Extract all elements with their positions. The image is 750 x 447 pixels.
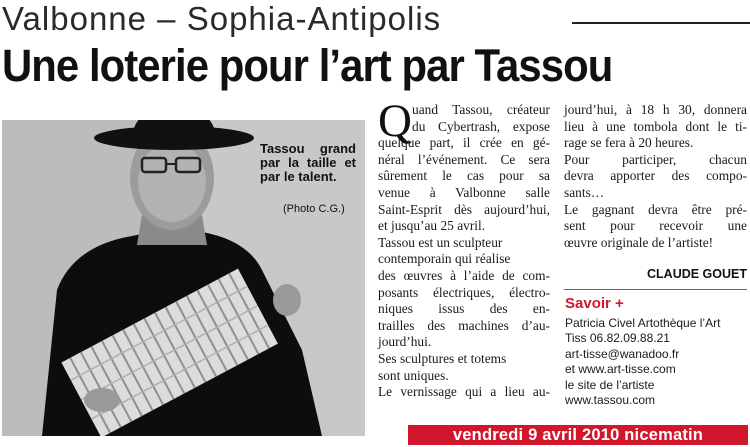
- article-line: posants électriques, électro-: [378, 284, 550, 300]
- article-line: devra apporter des compo-: [564, 168, 747, 184]
- article-line: Le vernissage qui a lieu au-: [378, 384, 550, 400]
- author-signature: CLAUDE GOUET: [647, 267, 747, 281]
- article-line: venue à Valbonne salle: [378, 184, 550, 200]
- article-line: niques issus des en-: [378, 301, 550, 317]
- savoir-plus-info: [565, 316, 748, 408]
- article-line: lieu à une tombola dont le ti-: [564, 118, 747, 134]
- article-line: rage se fera à 20 heures.: [564, 135, 694, 151]
- article-line: contemporain qui réalise: [378, 251, 511, 267]
- article-line: Ses sculptures et totems: [378, 350, 507, 366]
- photo-credit: (Photo C.G.): [283, 203, 345, 215]
- date-footer-banner: vendredi 9 avril 2010 nicematin: [408, 425, 748, 445]
- article-column-1: [378, 95, 550, 401]
- article-line: sent pour recevoir une: [564, 218, 747, 234]
- article-line: Pour participer, chacun: [564, 151, 747, 167]
- photo-caption: Tassou grand par la taille et par le talent.: [260, 141, 356, 184]
- info-line: le site de l’artiste: [565, 377, 655, 392]
- info-line: Tiss 06.82.09.88.21: [565, 331, 670, 346]
- article-line: Saint-Esprit dès aujourd’hui,: [378, 201, 550, 217]
- article-line: quelque part, il crée en gé-: [378, 135, 550, 151]
- article-line: Tassou est un sculpteur: [378, 234, 503, 250]
- savoir-plus-title: Savoir +: [565, 295, 624, 312]
- article-line: jourd’hui.: [378, 334, 432, 350]
- article-line: sûrement le cas pour sa: [378, 168, 550, 184]
- article-line: des œuvres à l’aide de com-: [378, 267, 550, 283]
- article-line: sont uniques.: [378, 367, 449, 383]
- article-line: du Cybertrash, expose: [412, 118, 550, 134]
- section-kicker: Valbonne – Sophia-Antipolis: [2, 0, 442, 37]
- headline: Une loterie pour l’art par Tassou: [2, 40, 613, 91]
- article-line: œuvre originale de l’artiste!: [564, 234, 714, 250]
- article-line: Le gagnant devra être pré-: [564, 201, 747, 217]
- article-column-2: [564, 102, 747, 251]
- article-line: néral l’événement. Ce sera: [378, 151, 550, 167]
- article-line: trailles des machines d’au-: [378, 317, 550, 333]
- drop-cap: Q: [378, 95, 412, 147]
- article-line: et jusqu’au 25 avril.: [378, 218, 486, 234]
- section-divider: [564, 289, 747, 290]
- article-line: uand Tassou, créateur: [412, 102, 550, 117]
- website-link[interactable]: www.tassou.com: [565, 393, 656, 408]
- website-link[interactable]: et www.art-tisse.com: [565, 362, 676, 377]
- kicker-rule: [572, 22, 750, 24]
- article-line: jourd’hui, à 18 h 30, donnera: [564, 102, 747, 117]
- email-link[interactable]: art-tisse@wanadoo.fr: [565, 346, 680, 361]
- article-line: sants…: [564, 184, 605, 200]
- info-line: Patricia Civel Artothèque l’Art: [565, 316, 721, 330]
